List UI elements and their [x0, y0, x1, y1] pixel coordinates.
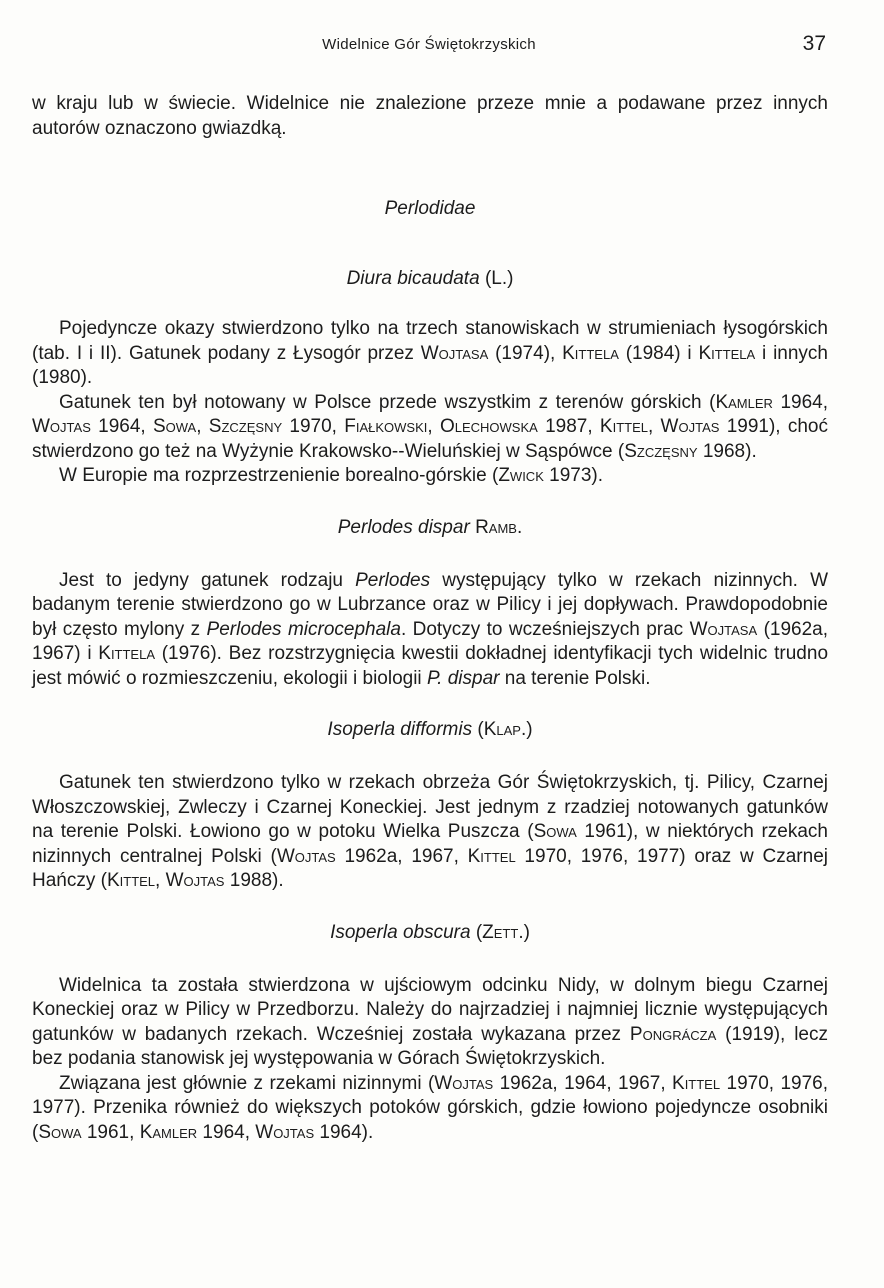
cited-author: Kittel: [599, 416, 648, 437]
species-author: (L.): [484, 268, 514, 289]
cited-author: Kittel: [106, 870, 156, 891]
species-heading: [32, 516, 828, 540]
page-header: [32, 32, 826, 60]
species-author: (Klap.): [477, 719, 533, 740]
species-heading: [32, 718, 828, 742]
body-paragraph: Pojedyncze okazy stwierdzono tylko na trzech stanowiskach w strumieniach łysogórskich (tab. I i II). Gatunek podany z Łysogór przez Wojtasa (1974), Kittela (1984) i Kittela i innych (1980).: [32, 318, 828, 388]
taxon-name: P. dispar: [426, 667, 500, 689]
species-heading: [32, 921, 828, 945]
cited-author: Kittel: [672, 1072, 721, 1094]
body-paragraph: W Europie ma rozprzestrzenienie borealno-górskie (Zwick 1973).: [59, 465, 604, 486]
cited-author: Szczęsny: [208, 416, 283, 437]
cited-author: Sowa: [533, 821, 577, 842]
cited-author: Zwick: [498, 465, 544, 486]
cited-author: Pongrácza: [629, 1023, 717, 1045]
family-heading: [32, 197, 828, 221]
species-author: Ramb.: [475, 516, 523, 538]
species-name: Diura bicaudata: [346, 268, 480, 289]
page-number: 37: [802, 32, 826, 55]
cited-author: Kittel: [467, 845, 516, 867]
cited-author: Sowa: [152, 416, 197, 437]
species-name: Perlodes dispar: [337, 516, 470, 538]
body-paragraph: Widelnica ta została stwierdzona w ujściowym odcinku Nidy, w dolnym biegu Czarnej Koneckiej oraz w Pilicy w Przedborzu. Należy do najrzadziej i najmniej licznie występujących gatunków w badanych rzekach. Wcześniej została wykazana przez Pongrácza (1919), lecz bez podania stanowisk jej występowania w Górach Świętokrzyskich.: [32, 974, 828, 1069]
taxon-name: Perlodes microcephala: [206, 618, 401, 640]
cited-author: Wojtasa: [420, 342, 489, 364]
cited-author: Szczęsny: [624, 440, 698, 462]
body-paragraph: Związana jest głównie z rzekami nizinnymi (Wojtas 1962a, 1964, 1967, Kittel 1970, 1976, 1977). Przenika również do większych potoków górskich, gdzie łowiono pojedyncze osobniki (Sowa 1961, Kamler 1964, Wojtas 1964).: [32, 1072, 829, 1143]
cited-author: Olechowska: [439, 416, 538, 437]
species-name: Isoperla difformis: [327, 719, 473, 740]
taxon-name: Perlodes: [355, 569, 431, 591]
species-author: (Zett.): [475, 921, 530, 943]
body-paragraph: Gatunek ten stwierdzono tylko w rzekach obrzeża Gór Świętokrzyskich, tj. Pilicy, Czarnej Włoszczowskiej, Zwleczy i Czarnej Koneckiej. Jest jednym z rzadziej notowanych gatunków na terenie Polski. Łowiono go w potoku Wielka Puszcza (Sowa 1961), w niektórych rzekach nizinnych centralnej Polski (Wojtas 1962a, 1967, Kittel 1970, 1976, 1977) oraz w Czarnej Hańczy (Kittel, Wojtas 1988).: [32, 772, 828, 891]
cited-author: Wojtasa: [689, 618, 758, 640]
cited-author: Wojtas: [434, 1072, 494, 1094]
cited-author: Sowa: [38, 1121, 82, 1143]
cited-author: Wojtas: [660, 416, 720, 437]
cited-author: Kamler: [139, 1121, 198, 1143]
cited-author: Kittela: [98, 643, 156, 664]
cited-author: Kamler: [715, 391, 773, 413]
running-title: Widelnice Gór Świętokrzyskich: [322, 36, 536, 53]
intro-paragraph: w kraju lub w świecie. Widelnice nie znalezione przeze mnie a podawane przez innych autorów oznaczono gwiazdką.: [32, 93, 828, 139]
cited-author: Wojtas: [165, 870, 225, 891]
page-body: [32, 92, 828, 1145]
species-name: Isoperla obscura: [330, 921, 471, 943]
cited-author: Wojtas: [255, 1121, 315, 1143]
cited-author: Wojtas: [32, 416, 91, 437]
family-name: Perlodidae: [384, 198, 476, 219]
cited-author: Wojtas: [276, 845, 336, 867]
body-paragraph: Gatunek ten był notowany w Polsce przede wszystkim z terenów górskich (Kamler 1964, Wojtas 1964, Sowa, Szczęsny 1970, Fiałkowski, Olechowska 1987, Kittel, Wojtas 1991), choć stwierdzono go też na Wyżynie Krakowsko--Wieluńskiej w Sąspówce (Szczęsny 1968).: [32, 391, 828, 462]
species-heading: [32, 267, 828, 291]
body-paragraph: Jest to jedyny gatunek rodzaju Perlodes występujący tylko w rzekach nizinnych. W badanym terenie stwierdzono go w Lubrzance oraz w Pilicy i jej dopływach. Prawdopodobnie był często mylony z Perlodes microcephala. Dotyczy to wcześniejszych prac Wojtasa (1962a, 1967) i Kittela (1976). Bez rozstrzygnięcia kwestii dokładnej identyfikacji tych widelnic trudno jest mówić o rozmieszczeniu, ekologii i biologii P. dispar na terenie Polski.: [32, 569, 829, 689]
cited-author: Fiałkowski: [344, 416, 428, 437]
cited-author: Kittela: [698, 342, 756, 364]
species-sections: [32, 267, 828, 1145]
cited-author: Kittela: [562, 342, 619, 364]
